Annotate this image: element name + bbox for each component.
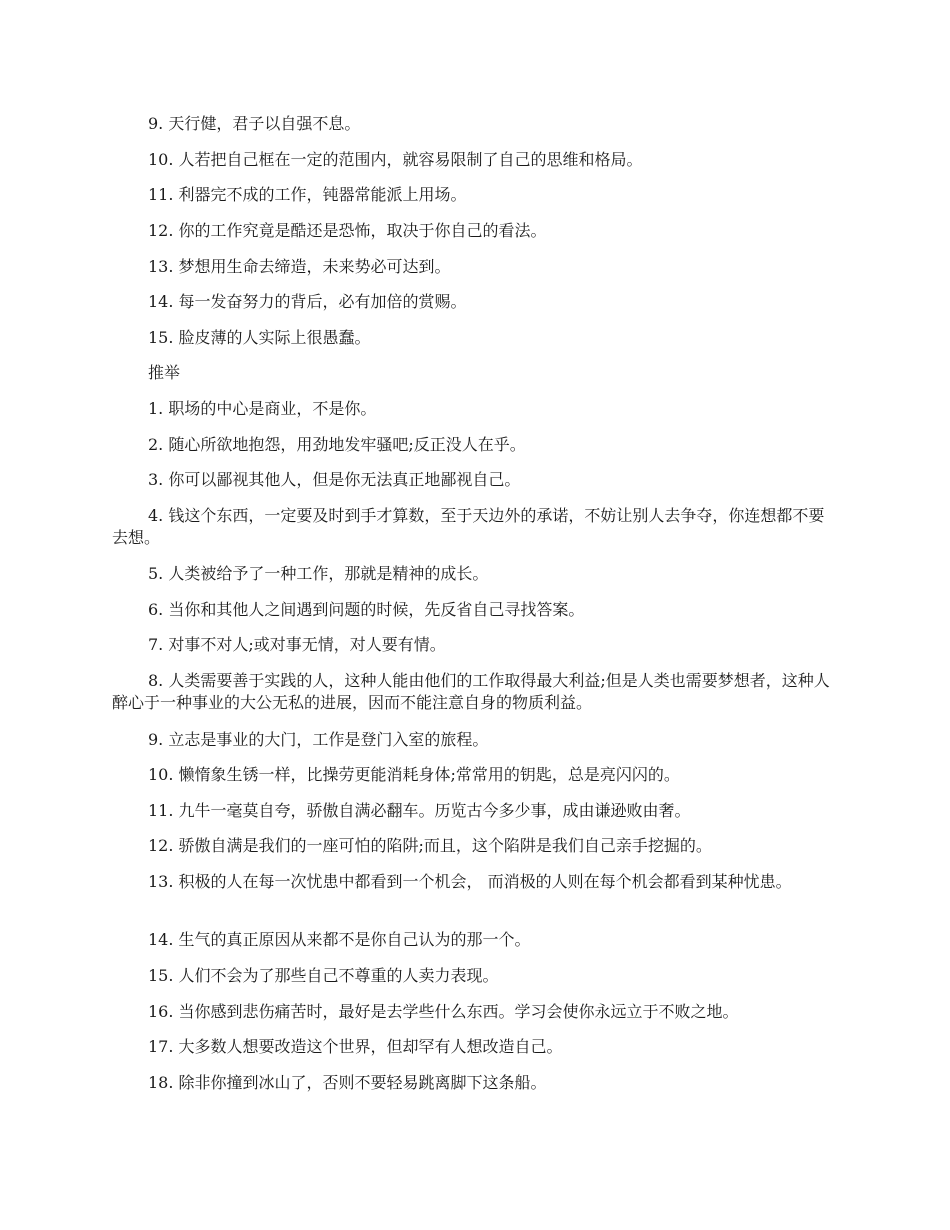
paragraph: 14. 生气的真正原因从来都不是你自己认为的那一个。	[148, 930, 531, 949]
paragraph: 11. 利器完不成的工作，钝器常能派上用场。	[148, 185, 467, 204]
paragraph: 6. 当你和其他人之间遇到问题的时候，先反省自己寻找答案。	[148, 600, 585, 619]
paragraph: 9. 天行健，君子以自强不息。	[148, 114, 361, 133]
section-heading: 推举	[148, 363, 181, 382]
paragraph: 3. 你可以鄙视其他人，但是你无法真正地鄙视自己。	[148, 470, 521, 489]
paragraph: 5. 人类被给予了一种工作，那就是精神的成长。	[148, 564, 489, 583]
paragraph: 4. 钱这个东西，一定要及时到手才算数，至于天边外的承诺，不妨让别人去争夺，你连想都不要去想。	[112, 506, 825, 547]
paragraph: 13. 梦想用生命去缔造，未来势必可达到。	[148, 257, 451, 276]
paragraph: 13. 积极的人在每一次忧患中都看到一个机会， 而消极的人则在每个机会都看到某种忧患。	[148, 872, 792, 891]
paragraph: 17. 大多数人想要改造这个世界，但却罕有人想改造自己。	[148, 1037, 563, 1056]
paragraph: 10. 懒惰象生锈一样，比操劳更能消耗身体;常常用的钥匙，总是亮闪闪的。	[148, 765, 680, 784]
paragraph: 8. 人类需要善于实践的人，这种人能由他们的工作取得最大利益;但是人类也需要梦想者，这种人醉心于一种事业的大公无私的进展，因而不能注意自身的物质利益。	[112, 671, 830, 712]
paragraph: 7. 对事不对人;或对事无情，对人要有情。	[148, 635, 446, 654]
paragraph: 12. 骄傲自满是我们的一座可怕的陷阱;而且，这个陷阱是我们自己亲手挖掘的。	[148, 836, 712, 855]
paragraph: 11. 九牛一毫莫自夸，骄傲自满必翻车。历览古今多少事，成由谦逊败由奢。	[148, 801, 691, 820]
paragraph: 14. 每一发奋努力的背后，必有加倍的赏赐。	[148, 292, 467, 311]
paragraph: 15. 脸皮薄的人实际上很愚蠢。	[148, 328, 371, 347]
paragraph: 2. 随心所欲地抱怨，用劲地发牢骚吧;反正没人在乎。	[148, 435, 526, 454]
paragraph: 1. 职场的中心是商业，不是你。	[148, 399, 377, 418]
paragraph: 9. 立志是事业的大门，工作是登门入室的旅程。	[148, 730, 489, 749]
paragraph: 18. 除非你撞到冰山了，否则不要轻易跳离脚下这条船。	[148, 1073, 547, 1092]
paragraph: 10. 人若把自己框在一定的范围内，就容易限制了自己的思维和格局。	[148, 150, 643, 169]
paragraph: 12. 你的工作究竟是酷还是恐怖，取决于你自己的看法。	[148, 221, 547, 240]
paragraph: 16. 当你感到悲伤痛苦时，最好是去学些什么东西。学习会使你永远立于不败之地。	[148, 1002, 739, 1021]
paragraph: 15. 人们不会为了那些自己不尊重的人卖力表现。	[148, 966, 499, 985]
